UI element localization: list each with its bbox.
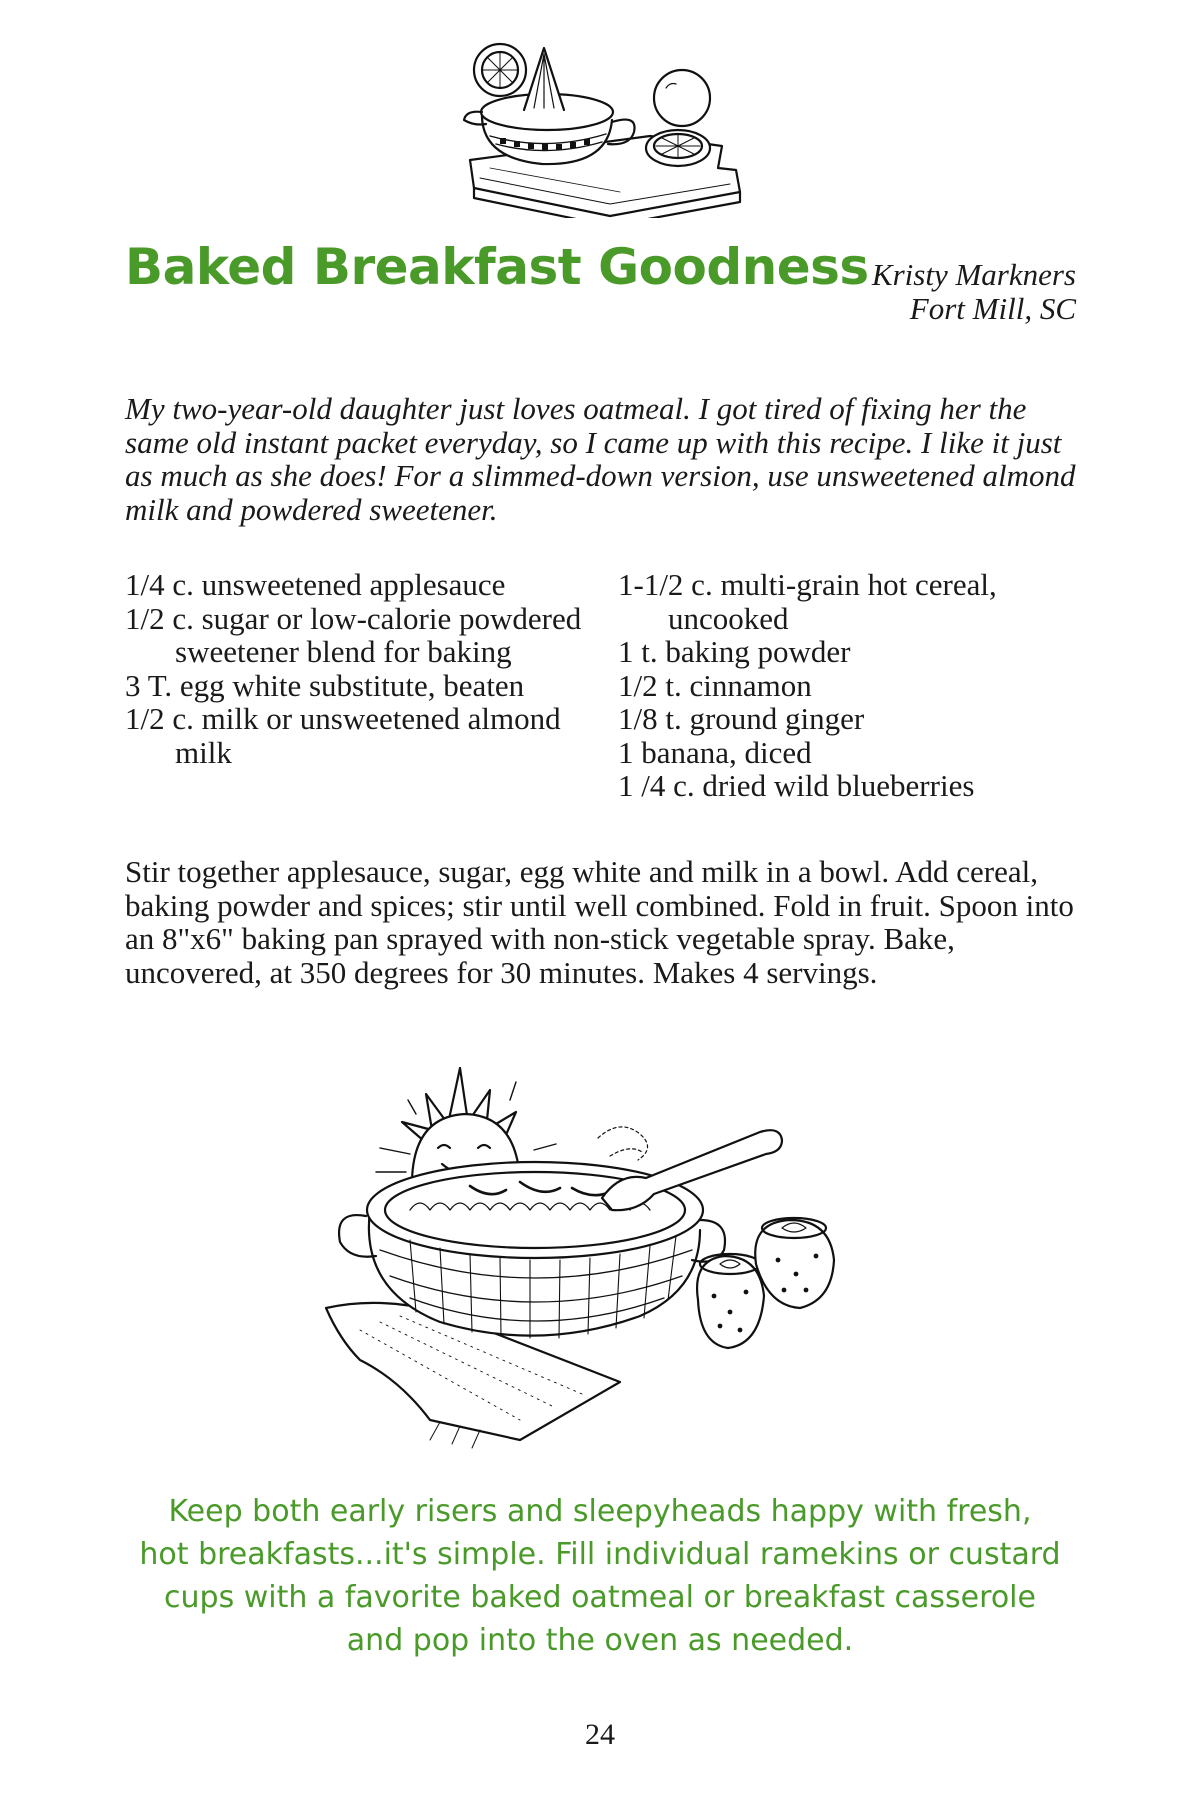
ingredient-item: 1 t. baking powder	[618, 634, 851, 669]
recipe-directions: Stir together applesauce, sugar, egg white and milk in a bowl. Add cereal, baking powder and spices; stir until well combined. Fold in fruit. Spoon into an 8"x6" baking pan sprayed with non-stick vegetable spray. Bake, uncovered, at 350 degrees for 30 minutes. Makes 4 servings.	[125, 854, 1074, 990]
tip-line: Keep both early risers and sleepyheads happy with fresh,	[168, 1494, 1032, 1529]
author-location: Fort Mill, SC	[909, 291, 1076, 326]
tip-line: and pop into the oven as needed.	[346, 1623, 854, 1658]
author-name: Kristy Markners	[871, 257, 1076, 292]
ingredient-item: 1/4 c. unsweetened applesauce	[125, 567, 506, 602]
page-number: 24	[585, 1718, 615, 1751]
ingredient-item: 1 banana, diced	[618, 734, 812, 770]
ingredient-item: 1-1/2 c. multi-grain hot cereal, uncooked	[618, 567, 997, 636]
ingredients-list-left	[125, 568, 605, 769]
tip-line: cups with a favorite baked oatmeal or breakfast casserole	[164, 1580, 1036, 1615]
ingredient-item: 1/2 c. sugar or low-calorie powdered sweetener blend for baking	[125, 600, 582, 669]
ingredient-item: 1 /4 c. dried wild blueberries	[618, 768, 975, 803]
ingredient-item: 1/2 t. cinnamon	[618, 667, 812, 703]
ingredients-list-right	[618, 568, 1098, 803]
sunny-casserole-icon	[320, 1060, 900, 1450]
ingredient-item: 1/2 c. milk or unsweetened almond milk	[125, 701, 561, 770]
citrus-juicer-icon	[460, 28, 760, 218]
recipe-author	[872, 258, 1076, 326]
tip-line: hot breakfasts...it's simple. Fill individual ramekins or custard	[139, 1537, 1061, 1572]
ingredient-item: 1/8 t. ground ginger	[618, 701, 865, 736]
ingredient-item: 3 T. egg white substitute, beaten	[125, 667, 525, 703]
recipe-title: Baked Breakfast Goodness	[125, 238, 869, 296]
baking-tip	[100, 1490, 1100, 1662]
recipe-intro: My two-year-old daughter just loves oatmeal. I got tired of fixing her the same old instant packet everyday, so I came up with this recipe. I like it just as much as she does! For a slimmed-down version, use unsweetened almond milk and powdered sweetener.	[125, 391, 1076, 527]
